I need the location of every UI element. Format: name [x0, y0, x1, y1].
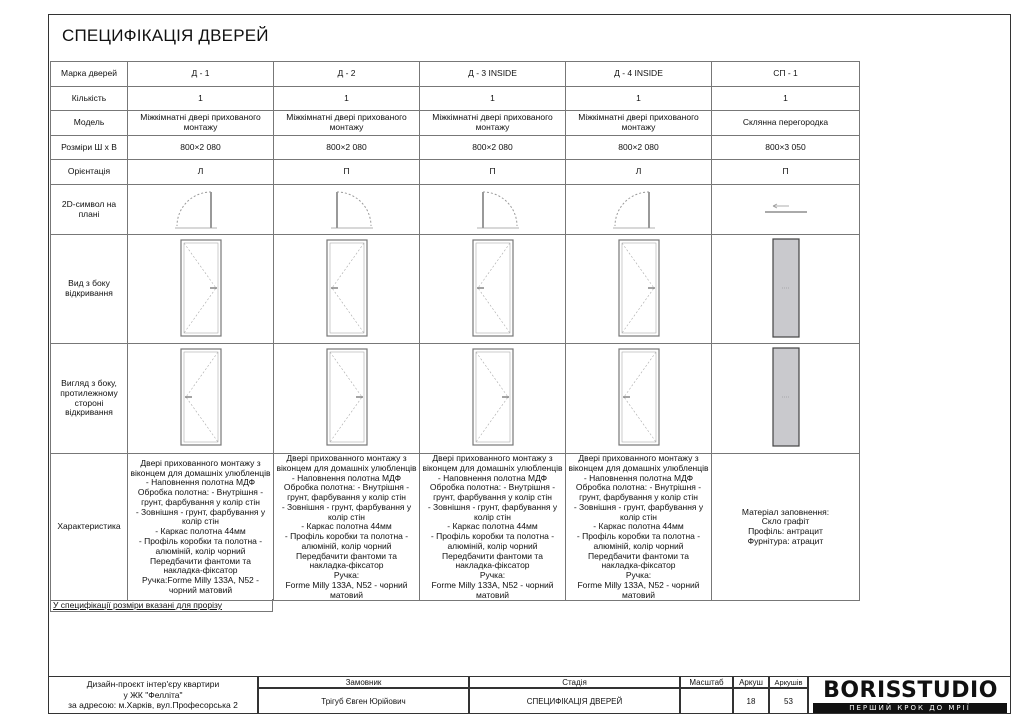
sheet-number: 18 — [733, 688, 769, 714]
characteristics-cell: Двері прихованного монтажу з віконцем для домашніх улюбленців - Наповнення полотна МДФ Обробка полотна: - Внутрішня - грунт, фарбування у колір стін - Зовнішня - грунт, фарбування у колір стін - Каркас полотна 44мм - Профіль коробки та полотна - алюміній, колір чорний Передбачити фантоми та накладка-фіксатор Ручка: Forme Milly 133A, N52 - чорний матовий — [566, 454, 712, 601]
model-cell: Міжкімнатні двері прихованого монтажу — [566, 111, 712, 136]
project-description: Дизайн-проєкт інтер'єру квартири у ЖК "Фелліта" за адресою: м.Харків, вул.Професорська 2 — [48, 676, 258, 714]
side-view-cell — [128, 235, 274, 344]
door-elevation-icon — [325, 238, 369, 338]
label-opposite-view: Вигляд з боку, протилежному стороні відкривання — [51, 344, 128, 454]
label-model: Модель — [51, 111, 128, 136]
door-spec-table — [50, 61, 860, 601]
plan-symbol-cell — [128, 185, 274, 235]
door-elevation-icon — [325, 347, 369, 447]
scale-header: Масштаб — [680, 676, 733, 688]
door-swing-left-icon — [609, 186, 669, 230]
door-swing-right-icon — [463, 186, 523, 230]
row-size — [51, 136, 860, 160]
qty-cell: 1 — [128, 87, 274, 111]
label-characteristics: Характеристика — [51, 454, 128, 601]
mark-cell: Д - 1 — [128, 62, 274, 87]
size-cell: 800×2 080 — [566, 136, 712, 160]
model-cell: Міжкімнатні двері прихованого монтажу — [274, 111, 420, 136]
door-elevation-icon — [179, 238, 223, 338]
orientation-cell: Л — [128, 160, 274, 185]
row-orientation — [51, 160, 860, 185]
qty-cell: 1 — [274, 87, 420, 111]
logo-wordmark: BORISSTUDIO — [823, 678, 998, 703]
plan-symbol-cell — [420, 185, 566, 235]
label-qty: Кількість — [51, 87, 128, 111]
orientation-cell: П — [420, 160, 566, 185]
label-side-view: Вид з боку відкривання — [51, 235, 128, 344]
side-view-cell — [420, 235, 566, 344]
orientation-cell: П — [274, 160, 420, 185]
mark-cell: СП - 1 — [712, 62, 860, 87]
sheets-total: 53 — [769, 688, 808, 714]
door-elevation-icon — [617, 347, 661, 447]
opposite-view-cell — [420, 344, 566, 454]
sheets-header: Аркушів — [769, 676, 808, 688]
opposite-view-cell — [566, 344, 712, 454]
door-elevation-icon — [471, 347, 515, 447]
logo-tagline: ПЕРШИЙ КРОК ДО МРІЇ — [813, 703, 1007, 713]
row-side-view — [51, 235, 860, 344]
side-view-cell — [566, 235, 712, 344]
model-cell: Міжкімнатні двері прихованого монтажу — [128, 111, 274, 136]
characteristics-cell: Двері прихованного монтажу з віконцем для домашніх улюбленців - Наповнення полотна МДФ Обробка полотна: - Внутрішня - грунт, фарбування у колір стін - Зовнішня - грунт, фарбування у колір стін - Каркас полотна 44мм - Профіль коробки та полотна - алюміній, колір чорний Передбачити фантоми та накладка-фіксатор Ручка:Forme Milly 133A, N52 - чорний матовий — [128, 454, 274, 601]
size-cell: 800×2 080 — [274, 136, 420, 160]
mark-cell: Д - 4 INSIDE — [566, 62, 712, 87]
row-qty — [51, 87, 860, 111]
plan-symbol-cell — [274, 185, 420, 235]
label-plan-symbol: 2D-символ на плані — [51, 185, 128, 235]
size-cell: 800×3 050 — [712, 136, 860, 160]
characteristics-cell: Двері прихованного монтажу з віконцем для домашніх улюбленців - Наповнення полотна МДФ Обробка полотна: - Внутрішня - грунт, фарбування у колір стін - Зовнішня - грунт, фарбування у колір стін - Каркас полотна 44мм - Профіль коробки та полотна - алюміній, колір чорний Передбачити фантоми та накладка-фіксатор Ручка: Forme Milly 133A, N52 - чорний матовий — [420, 454, 566, 601]
mark-cell: Д - 3 INSIDE — [420, 62, 566, 87]
orientation-cell: Л — [566, 160, 712, 185]
door-elevation-icon — [179, 347, 223, 447]
door-swing-left-icon — [171, 186, 231, 230]
client-name: Трігуб Євген Юрійович — [258, 688, 469, 714]
door-elevation-icon — [471, 238, 515, 338]
door-swing-right-icon — [317, 186, 377, 230]
opposite-view-cell — [128, 344, 274, 454]
model-cell: Міжкімнатні двері прихованого монтажу — [420, 111, 566, 136]
row-characteristics — [51, 454, 860, 601]
dimensions-note: У специфікації розміри вказані для прорізу — [50, 599, 273, 612]
opposite-view-cell — [712, 344, 860, 454]
row-mark — [51, 62, 860, 87]
size-cell: 800×2 080 — [128, 136, 274, 160]
door-elevation-icon — [617, 238, 661, 338]
stage-value: СПЕЦИФІКАЦІЯ ДВЕРЕЙ — [469, 688, 680, 714]
qty-cell: 1 — [566, 87, 712, 111]
characteristics-cell: Двері прихованного монтажу з віконцем для домашніх улюбленців - Наповнення полотна МДФ Обробка полотна: - Внутрішня - грунт, фарбування у колір стін - Зовнішня - грунт, фарбування у колір стін - Каркас полотна 44мм - Профіль коробки та полотна - алюміній, колір чорний Передбачити фантоми та накладка-фіксатор Ручка: Forme Milly 133A, N52 - чорний матовий — [274, 454, 420, 601]
page-title: СПЕЦИФІКАЦІЯ ДВЕРЕЙ — [62, 26, 269, 45]
client-header: Замовник — [258, 676, 469, 688]
label-mark: Марка дверей — [51, 62, 128, 87]
glass-partition-elevation-icon — [772, 347, 800, 447]
row-plan-symbol — [51, 185, 860, 235]
stage-header: Стадія — [469, 676, 680, 688]
studio-logo — [808, 676, 1011, 714]
label-size: Розміри Ш х В — [51, 136, 128, 160]
mark-cell: Д - 2 — [274, 62, 420, 87]
opposite-view-cell — [274, 344, 420, 454]
glass-partition-elevation-icon — [772, 238, 800, 338]
size-cell: 800×2 080 — [420, 136, 566, 160]
plan-symbol-cell — [712, 185, 860, 235]
row-opposite-view — [51, 344, 860, 454]
side-view-cell — [712, 235, 860, 344]
side-view-cell — [274, 235, 420, 344]
plan-symbol-cell — [566, 185, 712, 235]
model-cell: Склянна перегородка — [712, 111, 860, 136]
qty-cell: 1 — [712, 87, 860, 111]
label-orientation: Орієнтація — [51, 160, 128, 185]
orientation-cell: П — [712, 160, 860, 185]
sliding-partition-arrow-icon — [761, 198, 811, 218]
row-model — [51, 111, 860, 136]
sheet-header: Аркуш — [733, 676, 769, 688]
characteristics-cell: Матеріал заповнення: Скло графіт Профіль: антрацит Фурнітура: атрацит — [712, 454, 860, 601]
qty-cell: 1 — [420, 87, 566, 111]
scale-value — [680, 688, 733, 714]
